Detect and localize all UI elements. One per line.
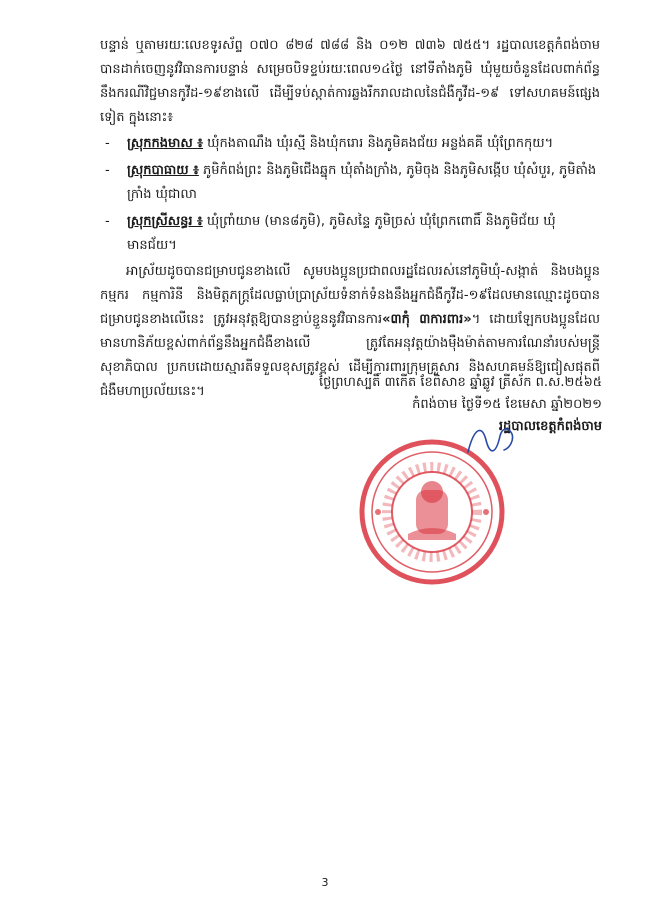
solar-date: កំពង់ចាម ថ្ងៃទី១៥ ខែមេសា ឆ្នាំ២០២១ xyxy=(412,397,602,412)
district-details: ភូមិកំពង់ព្រះ និងភូមិជើងឆ្នុក ឃុំតាំងក្រាំង, ភូមិចុង និងភូមិសង្កើប ឃុំសំបួរ, ភូមិតាំងក្រាំង ឃុំជាលា xyxy=(127,163,597,202)
district-details: ឃុំកងតាណឹង ឃុំរស្មី និងឃុំករោរ និងភូមិគងជ័យ អន្លង់គគី ឃុំព្រែកកុយ។ xyxy=(203,136,554,151)
district-name: ស្រុកស្រីសន្ធរ ៖ xyxy=(127,214,203,229)
district-list xyxy=(105,132,605,261)
district-name: ស្រុកបាធាយ ៖ xyxy=(127,163,199,178)
signatory-title: រដ្ឋបាលខេត្តកំពង់ចាម xyxy=(498,419,602,434)
closing-text-part-2: ។ ដោយឡែកបងប្អូនដែលមានហានិភ័យខ្ពស់ពាក់ព័ន្ធនឹងអ្នកជំងឺខាងលើ ត្រូវតែអនុវត្តយ៉ាងម៉ឺងម៉ាត់តាមការណែនាំរបស់មន្ត្រីសុខាភិបាល ប្រកបដោយស្មារតីទទួលខុសត្រូវខ្ពស់ ដើម្បីការពារក្រុមគ្រួសារ និងសហគមន៍ឱ្យជៀសផុតពីជំងឺមហាប្រល័យនេះ។ xyxy=(100,312,600,399)
intro-paragraph: បន្ទាន់ ឬតាមរយៈលេខទូរស័ព្ទ ០៧០ ៨២៨ ៧៨៨ និង ០១២ ៧៣៦ ៧៥៥។ រដ្ឋបាលខេត្តកំពង់ចាម បានដាក់ចេញនូវវិធានការបន្ទាន់ សម្រេចបិទខ្ទប់រយៈពេល១៤ថ្ងៃ នៅទីតាំងភូមិ ឃុំមួយចំនួនដែលពាក់ព័ន្ធនឹងករណីវិជ្ជមានកូវីដ-១៩ខាងលើ ដើម្បីទប់ស្កាត់ការឆ្លងរីករាលដាលនៃជំងឺកូវីដ-១៩ ទៅសហគមន៍ផ្សេងទៀត ក្នុងនោះ៖ xyxy=(100,38,601,125)
list-item xyxy=(105,159,605,207)
list-item xyxy=(105,132,605,156)
list-item xyxy=(105,210,605,258)
signature-icon xyxy=(460,418,520,462)
closing-text-part-1: អាស្រ័យដូចបានជម្រាបជូនខាងលើ សូមបងប្អូនប្រជាពលរដ្ឋដែលរស់នៅភូមិឃុំ-សង្កាត់ និងបងប្អូនកម្មករ កម្មការិនី និងមិត្តភក្ត្រដែលធ្លាប់ប្រាស្រ័យទំនាក់ទំនងនឹងអ្នកជំងឺកូវីដ-១៩ដែលមានឈ្មោះដូចបានជម្រាបជូនខាងលើនេះ ត្រូវអនុវត្តឱ្យបានខ្ជាប់ខ្ជួននូវវិធានការ xyxy=(100,264,600,327)
district-details: ឃុំព្រាំយាម (មាន៨ភូមិ), ភូមិសន្ទៃ ភូមិច្រស់ ឃុំព្រែកពោធិ៍ និងភូមិជ័យ ឃុំមានជ័យ។ xyxy=(127,214,556,253)
district-name: ស្រុកកងមាស ៖ xyxy=(127,136,204,151)
measures-emphasis: «៣កុំ ៣ការពារ» xyxy=(382,312,472,327)
page-number: 3 xyxy=(321,876,329,889)
lunar-date: ថ្ងៃព្រហស្បតិ៍ ៣កើត ខែពិសាខ ឆ្នាំឆ្លូវ ត្រីស័ក ព.ស.២៥៦៥ xyxy=(318,375,602,390)
